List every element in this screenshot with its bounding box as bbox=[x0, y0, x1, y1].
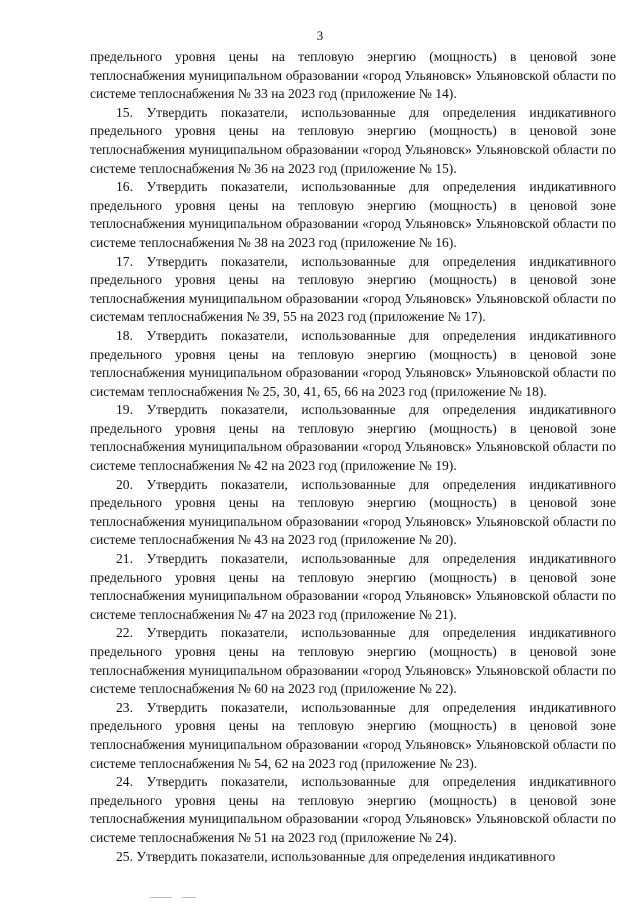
paragraph-item-23: 23. Утвердить показатели, использованные для определения индикативного предельного уровня цены на тепловую энергию (мощность) в ценовой зоне теплоснабжения муниципальном образовании «город Ульяновск» Ульяновской области по системе теплоснабжения № 54, 62 на 2023 год (приложение № 23). bbox=[90, 699, 616, 771]
paragraph-item-20: 20. Утвердить показатели, использованные для определения индикативного предельного уровня цены на тепловую энергию (мощность) в ценовой зоне теплоснабжения муниципальном образовании «город Ульяновск» Ульяновской области по системе теплоснабжения № 43 на 2023 год (приложение № 20). bbox=[90, 476, 616, 548]
footer-scan-artifact bbox=[0, 893, 640, 905]
paragraph-item-24: 24. Утвердить показатели, использованные для определения индикативного предельного уровня цены на тепловую энергию (мощность) в ценовой зоне теплоснабжения муниципальном образовании «город Ульяновск» Ульяновской области по системе теплоснабжения № 51 на 2023 год (приложение № 24). bbox=[90, 774, 616, 845]
paragraph-item-19: 19. Утвердить показатели, использованные для определения индикативного предельного уровня цены на тепловую энергию (мощность) в ценовой зоне теплоснабжения муниципальном образовании «город Ульяновск» Ульяновской области по системе теплоснабжения № 42 на 2023 год (приложение № 19). bbox=[90, 402, 616, 474]
paragraph-item-17: 17. Утвердить показатели, использованные для определения индикативного предельного уровня цены на тепловую энергию (мощность) в ценовой зоне теплоснабжения муниципальном образовании «город Ульяновск» Ульяновской области по системам теплоснабжения № 39, 55 на 2023 год (приложение № 17). bbox=[90, 253, 616, 325]
paragraph-item-21: 21. Утвердить показатели, использованные для определения индикативного предельного уровня цены на тепловую энергию (мощность) в ценовой зоне теплоснабжения муниципальном образовании «город Ульяновск» Ульяновской области по системе теплоснабжения № 47 на 2023 год (приложение № 21). bbox=[90, 551, 616, 622]
page-number: 3 bbox=[316, 28, 324, 43]
paragraph-item-15: 15. Утвердить показатели, использованные для определения индикативного предельного уровня цены на тепловую энергию (мощность) в ценовой зоне теплоснабжения муниципальном образовании «город Ульяновск» Ульяновской области по системе теплоснабжения № 36 на 2023 год (приложение № 15). bbox=[90, 104, 616, 176]
paragraph-item-25: 25. Утвердить показатели, использованные для определения индикативного bbox=[116, 848, 556, 864]
footer-mark bbox=[182, 897, 196, 898]
paragraph-item-22: 22. Утвердить показатели, использованные для определения индикативного предельного уровня цены на тепловую энергию (мощность) в ценовой зоне теплоснабжения муниципальном образовании «город Ульяновск» Ульяновской области по системе теплоснабжения № 60 на 2023 год (приложение № 22). bbox=[90, 625, 616, 697]
footer-mark bbox=[150, 897, 172, 898]
paragraph-item-16: 16. Утвердить показатели, использованные для определения индикативного предельного уровня цены на тепловую энергию (мощность) в ценовой зоне теплоснабжения муниципальном образовании «город Ульяновск» Ульяновской области по системе теплоснабжения № 38 на 2023 год (приложение № 16). bbox=[90, 179, 616, 250]
document-body bbox=[90, 48, 616, 866]
paragraph-item-18: 18. Утвердить показатели, использованные для определения индикативного предельного уровня цены на тепловую энергию (мощность) в ценовой зоне теплоснабжения муниципальном образовании «город Ульяновск» Ульяновской области по системам теплоснабжения № 25, 30, 41, 65, 66 на 2023 год (приложение № 18). bbox=[90, 327, 616, 399]
paragraph-continued-14: предельного уровня цены на тепловую энергию (мощность) в ценовой зоне теплоснабжения муниципальном образовании «город Ульяновск» Ульяновской области по системе теплоснабжения № 33 на 2023 год (приложение № 14). bbox=[90, 49, 616, 102]
